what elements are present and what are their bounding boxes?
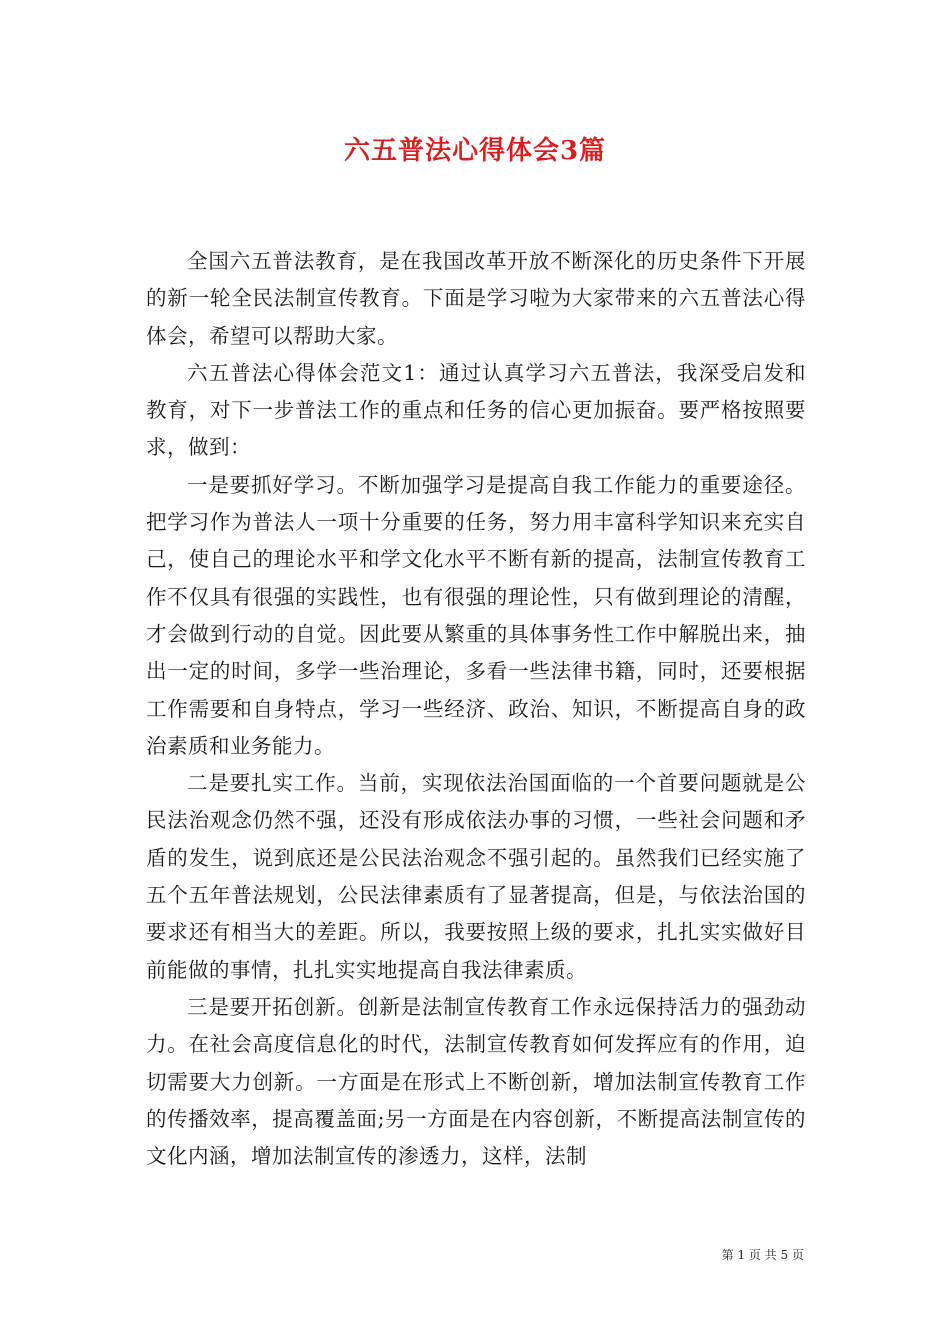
- page-number-label: 第 1 页 共 5 页: [721, 1248, 804, 1262]
- document-body: [146, 243, 806, 1175]
- document-title: 六五普法心得体会3篇: [343, 136, 607, 166]
- paragraph-point-3: 三是要开拓创新。创新是法制宣传教育工作永远保持活力的强劲动力。在社会高度信息化的时代，法制宣传教育如何发挥应有的作用，迫切需要大力创新。一方面是在形式上不断创新，增加法制宣传教育工作的传播效率，提高覆盖面;另一方面是在内容创新，不断提高法制宣传的文化内涵，增加法制宣传的渗透力，这样，法制: [146, 994, 806, 1169]
- paragraph-point-2: 二是要扎实工作。当前，实现依法治国面临的一个首要问题就是公民法治观念仍然不强，还没有形成依法办事的习惯，一些社会问题和矛盾的发生，说到底还是公民法治观念不强引起的。虽然我们已经实施了五个五年普法规划，公民法律素质有了显著提高，但是，与依法治国的要求还有相当大的差距。所以，我要按照上级的要求，扎扎实实做好目前能做的事情，扎扎实实地提高自我法律素质。: [146, 771, 806, 982]
- paragraph-point-1: 一是要抓好学习。不断加强学习是提高自我工作能力的重要途径。把学习作为普法人一项十分重要的任务，努力用丰富科学知识来充实自己，使自己的理论水平和学文化水平不断有新的提高，法制宣传教育工作不仅具有很强的实践性，也有很强的理论性，只有做到理论的清醒，才会做到行动的自觉。因此要从繁重的具体事务性工作中解脱出来，抽出一定的时间，多学一些治理论，多看一些法律书籍，同时，还要根据工作需要和自身特点，学习一些经济、政治、知识，不断提高自身的政治素质和业务能力。: [146, 472, 806, 758]
- paragraph-intro: 全国六五普法教育，是在我国改革开放不断深化的历史条件下开展的新一轮全民法制宣传教育。下面是学习啦为大家带来的六五普法心得体会，希望可以帮助大家。: [146, 249, 806, 348]
- paragraph-sample-1: 六五普法心得体会范文1：通过认真学习六五普法，我深受启发和教育，对下一步普法工作的重点和任务的信心更加振奋。要严格按照要求，做到：: [146, 360, 806, 460]
- page-footer: [722, 1247, 804, 1263]
